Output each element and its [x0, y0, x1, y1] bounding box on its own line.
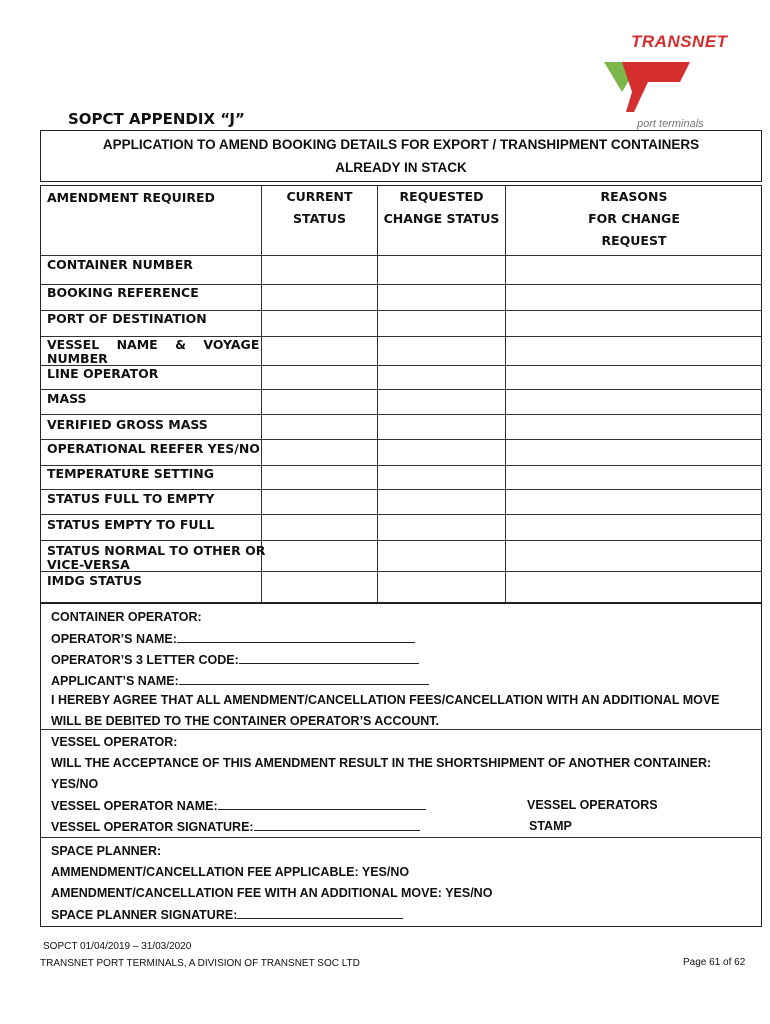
- operator-code-line: [51, 652, 419, 667]
- heading-line-1: APPLICATION TO AMEND BOOKING DETAILS FOR EXPORT / TRANSHIPMENT CONTAINERS: [102, 137, 700, 152]
- col-amendment-required: AMENDMENT REQUIRED: [47, 190, 215, 205]
- vessel-operator-signature-field[interactable]: [254, 819, 420, 831]
- transnet-logo-text: TRANSNET: [631, 32, 728, 51]
- operator-declaration-box: [40, 603, 762, 927]
- row-booking-reference: BOOKING REFERENCE: [47, 285, 199, 300]
- operator-name-label: OPERATOR’S NAME:: [51, 632, 177, 646]
- row-line-operator: LINE OPERATOR: [47, 366, 159, 381]
- fee-additional-move-line: AMENDMENT/CANCELLATION FEE WITH AN ADDITIONAL MOVE: YES/NO: [51, 886, 493, 900]
- row-status-empty-to-full: STATUS EMPTY TO FULL: [47, 517, 215, 532]
- heading-line-2: ALREADY IN STACK: [335, 160, 467, 175]
- row-container-number: CONTAINER NUMBER: [47, 257, 193, 272]
- agreement-line-2: WILL BE DEBITED TO THE CONTAINER OPERATOR’S ACCOUNT.: [51, 714, 439, 728]
- shortshipment-question: WILL THE ACCEPTANCE OF THIS AMENDMENT RESULT IN THE SHORTSHIPMENT OF ANOTHER CONTAINER:: [51, 756, 712, 770]
- col-current-2: STATUS: [293, 211, 346, 226]
- agreement-line-1: I HEREBY AGREE THAT ALL AMENDMENT/CANCELLATION FEES/CANCELLATION WITH AN ADDITIONAL MOVE: [51, 693, 720, 707]
- col-reasons-2: FOR CHANGE: [588, 211, 680, 226]
- vessel-operator-name-line: [51, 798, 426, 813]
- row-vessel-name-voyage: VESSEL NAME & VOYAGE: [47, 337, 260, 352]
- footer-page-number: Page 61 of 62: [683, 957, 746, 968]
- vessel-operator-heading: VESSEL OPERATOR:: [51, 735, 178, 749]
- applicant-name-line: [51, 673, 429, 688]
- col-reasons-1: REASONS: [600, 189, 668, 204]
- shortshipment-yes-no: YES/NO: [51, 777, 99, 791]
- row-port-of-destination: PORT OF DESTINATION: [47, 311, 207, 326]
- col-reasons-3: REQUEST: [601, 233, 667, 248]
- amendment-table: [40, 185, 762, 603]
- row-status-full-to-empty: STATUS FULL TO EMPTY: [47, 491, 215, 506]
- row-vessel-number: NUMBER: [47, 351, 108, 366]
- row-operational-reefer: OPERATIONAL REEFER YES/NO: [47, 441, 260, 456]
- col-requested-2: CHANGE STATUS: [383, 211, 500, 226]
- space-planner-heading: SPACE PLANNER:: [51, 844, 162, 858]
- row-temperature-setting: TEMPERATURE SETTING: [47, 466, 214, 481]
- row-mass: MASS: [47, 391, 87, 406]
- row-verified-gross-mass: VERIFIED GROSS MASS: [47, 417, 208, 432]
- row-vice-versa: VICE-VERSA: [47, 557, 130, 572]
- applicant-name-label: APPLICANT’S NAME:: [51, 674, 179, 688]
- fee-applicable-line: AMMENDMENT/CANCELLATION FEE APPLICABLE: YES/NO: [51, 865, 410, 879]
- container-operator-heading: CONTAINER OPERATOR:: [51, 610, 202, 624]
- space-planner-signature-label: SPACE PLANNER SIGNATURE:: [51, 908, 238, 922]
- row-status-normal-to-other: STATUS NORMAL TO OTHER OR: [47, 543, 266, 558]
- space-planner-signature-line: [51, 907, 403, 922]
- footer-company: TRANSNET PORT TERMINALS, A DIVISION OF TRANSNET SOC LTD: [40, 958, 360, 969]
- applicant-name-field[interactable]: [179, 673, 429, 685]
- space-planner-signature-field[interactable]: [237, 907, 403, 919]
- vessel-operator-signature-label: VESSEL OPERATOR SIGNATURE:: [51, 820, 254, 834]
- operator-name-line: [51, 631, 415, 646]
- vessel-operator-signature-line: [51, 819, 420, 834]
- operator-code-label: OPERATOR’S 3 LETTER CODE:: [51, 653, 239, 667]
- vessel-operators-stamp-label: VESSEL OPERATORS: [527, 798, 658, 812]
- page-title: SOPCT APPENDIX “J”: [68, 110, 245, 128]
- logo-subtitle: port terminals: [637, 118, 704, 130]
- operator-code-field[interactable]: [239, 652, 419, 664]
- transnet-logo-mark: [604, 58, 694, 116]
- col-requested-1: REQUESTED: [399, 189, 484, 204]
- footer-document-code: SOPCT 01/04/2019 – 31/03/2020: [43, 941, 192, 952]
- col-current-1: CURRENT: [286, 189, 353, 204]
- operator-name-field[interactable]: [177, 631, 415, 643]
- form-heading-box: [40, 130, 762, 182]
- vessel-operator-name-label: VESSEL OPERATOR NAME:: [51, 799, 218, 813]
- row-imdg-status: IMDG STATUS: [47, 573, 143, 588]
- stamp-label: STAMP: [529, 819, 572, 833]
- vessel-operator-name-field[interactable]: [218, 798, 426, 810]
